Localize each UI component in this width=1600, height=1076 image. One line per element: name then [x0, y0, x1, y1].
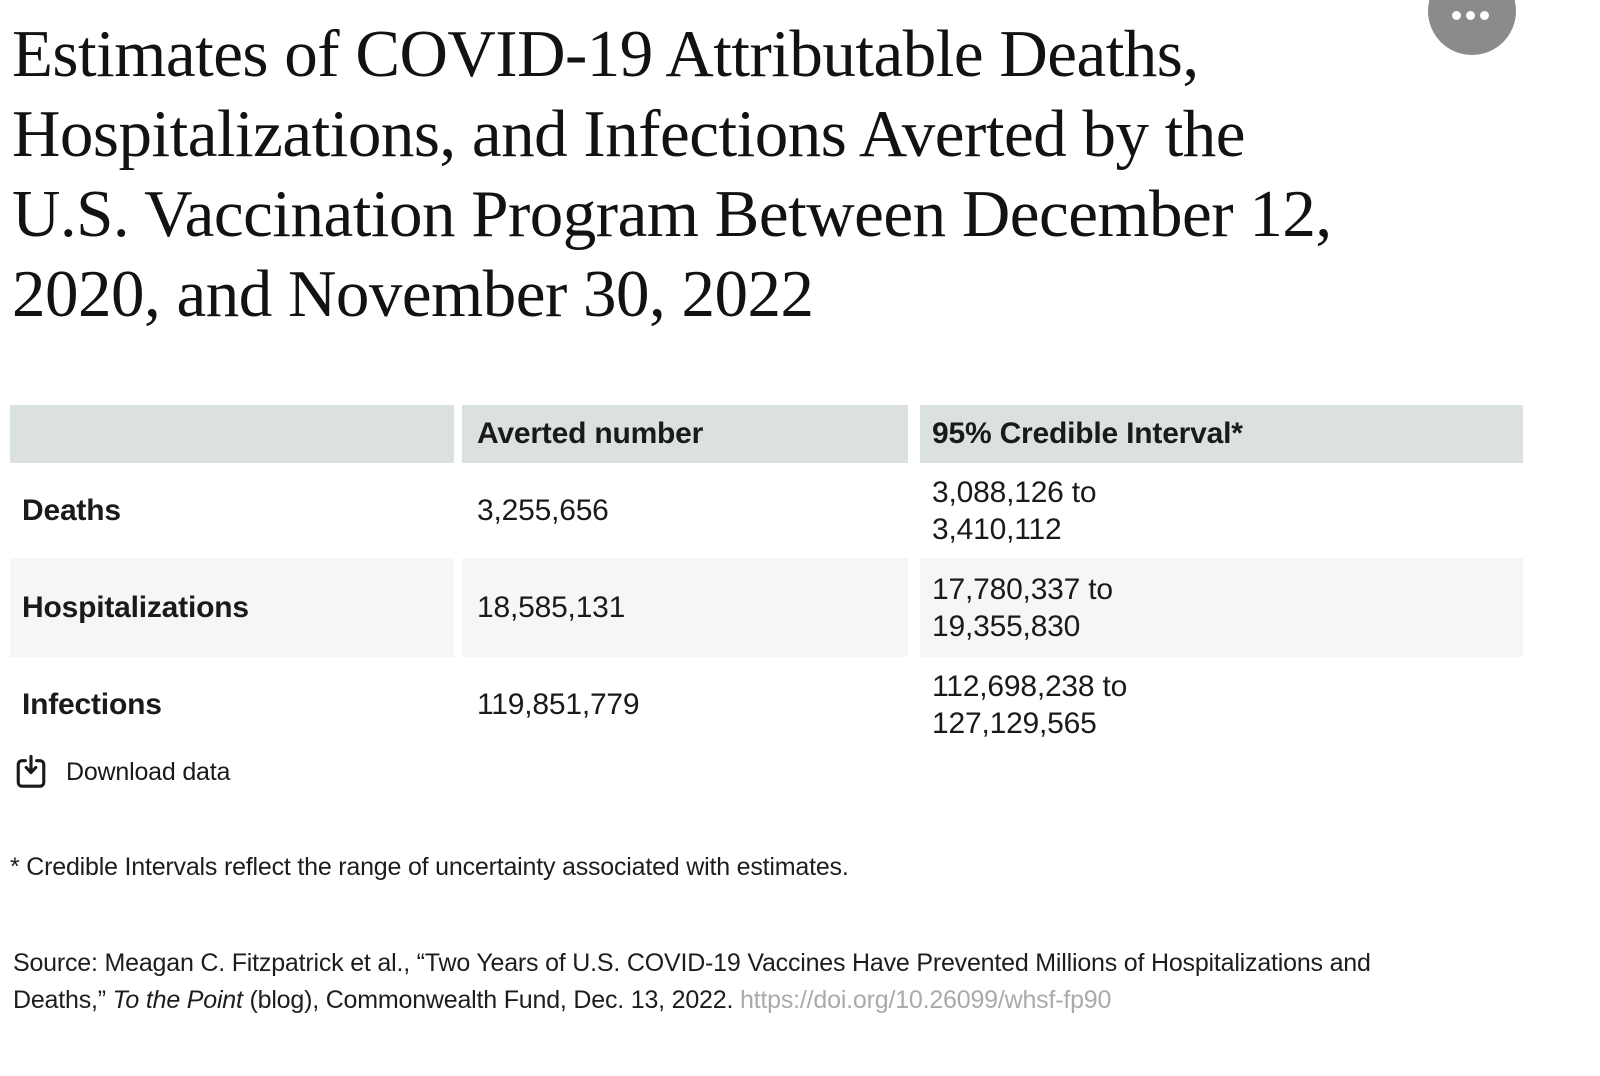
footnote: * Credible Intervals reflect the range of uncertainty associated with estimates.: [10, 853, 849, 881]
interval-high: 3,410,112: [932, 512, 1062, 546]
interval-low: 112,698,238 to: [932, 669, 1128, 703]
title-line: Hospitalizations, and Infections Averted by the: [12, 97, 1246, 171]
title-line: Estimates of COVID-19 Attributable Deaths,: [12, 17, 1199, 91]
table-row-hospitalizations: [10, 558, 1523, 657]
doi-link[interactable]: https://doi.org/10.26099/whsf-fp90: [739, 986, 1112, 1014]
table-header-averted-number: Averted number: [454, 405, 908, 463]
credible-interval-value: [908, 558, 1523, 657]
table-row-deaths: [10, 463, 1523, 558]
table-header-category: [10, 405, 454, 463]
row-label: Hospitalizations: [10, 558, 454, 657]
title-line: U.S. Vaccination Program Between December 12,: [12, 177, 1332, 251]
figure-title: [12, 14, 1332, 334]
row-label: Deaths: [22, 493, 121, 527]
table-header-row: [10, 405, 1523, 463]
row-label: Infections: [22, 687, 162, 721]
ellipsis-icon: [1452, 11, 1489, 20]
table-header-credible-interval: 95% Credible Interval*: [908, 405, 1523, 463]
interval-high: 19,355,830: [932, 609, 1081, 643]
credible-interval-value: [908, 463, 1523, 558]
credible-interval-value: [908, 657, 1523, 752]
averted-number-value: 3,255,656: [454, 463, 908, 558]
data-table: [10, 405, 1523, 752]
interval-high: 127,129,565: [932, 706, 1097, 740]
interval-low: 3,088,126 to: [932, 475, 1097, 509]
more-options-button[interactable]: [1428, 0, 1516, 55]
source-text-pre: Deaths,”: [13, 986, 113, 1014]
interval-low: 17,780,337 to: [932, 572, 1113, 606]
download-data-button[interactable]: [14, 753, 230, 791]
source-text-mid: (blog), Commonwealth Fund, Dec. 13, 2022.: [242, 986, 740, 1014]
source-blog-name: To the Point: [112, 986, 243, 1014]
table-row-infections: [10, 657, 1523, 752]
averted-number-value: 18,585,131: [454, 558, 908, 657]
title-line: 2020, and November 30, 2022: [12, 257, 814, 331]
averted-number-value: 119,851,779: [454, 657, 908, 752]
source-text-line1: Source: Meagan C. Fitzpatrick et al., “Two Years of U.S. COVID-19 Vaccines Have Prevented Millions of Hospitalizations and: [13, 949, 1371, 977]
source-citation: [13, 945, 1493, 1019]
download-label: Download data: [66, 757, 231, 786]
download-icon: [14, 753, 48, 791]
